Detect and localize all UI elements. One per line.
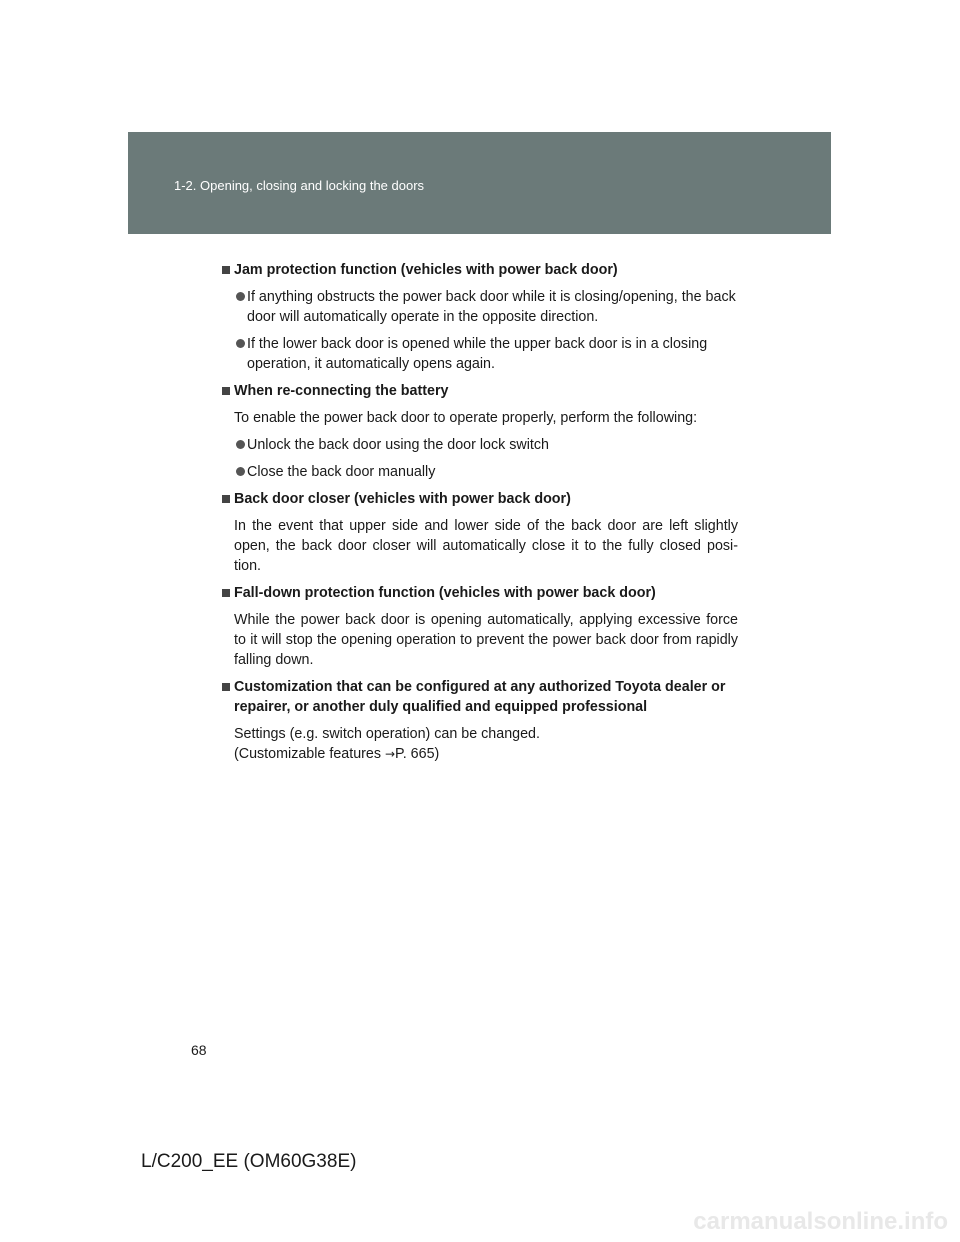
list-item: If anything obstructs the power back door while it is closing/opening, the back door will automatically operate in the opposite direction. bbox=[222, 287, 738, 327]
round-bullet-icon bbox=[236, 467, 245, 476]
list-item: If the lower back door is opened while the upper back door is in a closing operation, it automatically opens again. bbox=[222, 334, 738, 374]
section-back-door-closer bbox=[222, 489, 738, 576]
page-number: 68 bbox=[191, 1042, 207, 1058]
paragraph-line: Settings (e.g. switch operation) can be changed. bbox=[234, 726, 540, 742]
round-bullet-icon bbox=[236, 440, 245, 449]
square-bullet-icon bbox=[222, 387, 230, 395]
section-title: 1-2. Opening, closing and locking the doors bbox=[174, 178, 425, 193]
section-heading: Fall-down protection function (vehicles with power back door) bbox=[222, 583, 738, 603]
section-heading: Back door closer (vehicles with power back door) bbox=[222, 489, 738, 509]
section-paragraph: To enable the power back door to operate properly, perform the following: bbox=[234, 410, 698, 426]
header-band bbox=[128, 132, 831, 234]
section-heading: Customization that can be configured at any authorized Toyota dealer or repairer, or another duly qualified and equipped professional bbox=[222, 677, 738, 717]
section-jam-protection bbox=[222, 260, 738, 374]
list-item: Unlock the back door using the door lock switch bbox=[222, 435, 738, 455]
square-bullet-icon bbox=[222, 589, 230, 597]
section-paragraph bbox=[222, 724, 738, 764]
section-paragraph: While the power back door is opening automatically, applying excessive force to it will stop the opening operation to prevent the power back door from rapidly falling down. bbox=[234, 612, 738, 668]
section-battery-reconnect bbox=[222, 381, 738, 482]
section-paragraph: In the event that upper side and lower side of the back door are left slightly open, the back door closer will automatically close it to the fully closed posi-tion. bbox=[234, 518, 738, 574]
square-bullet-icon bbox=[222, 495, 230, 503]
watermark: carmanualsonline.info bbox=[693, 1208, 948, 1235]
round-bullet-icon bbox=[236, 339, 245, 348]
square-bullet-icon bbox=[222, 266, 230, 274]
section-fall-down-protection bbox=[222, 583, 738, 670]
document-code: L/C200_EE (OM60G38E) bbox=[141, 1151, 357, 1172]
section-customization bbox=[222, 677, 738, 764]
list-item: Close the back door manually bbox=[222, 462, 738, 482]
round-bullet-icon bbox=[236, 292, 245, 301]
page-reference: (Customizable features →P. 665) bbox=[234, 746, 440, 762]
arrow-right-icon: → bbox=[384, 747, 396, 761]
square-bullet-icon bbox=[222, 683, 230, 691]
section-heading: When re-connecting the battery bbox=[222, 381, 738, 401]
page-content bbox=[222, 260, 738, 771]
section-heading: Jam protection function (vehicles with power back door) bbox=[222, 260, 738, 280]
